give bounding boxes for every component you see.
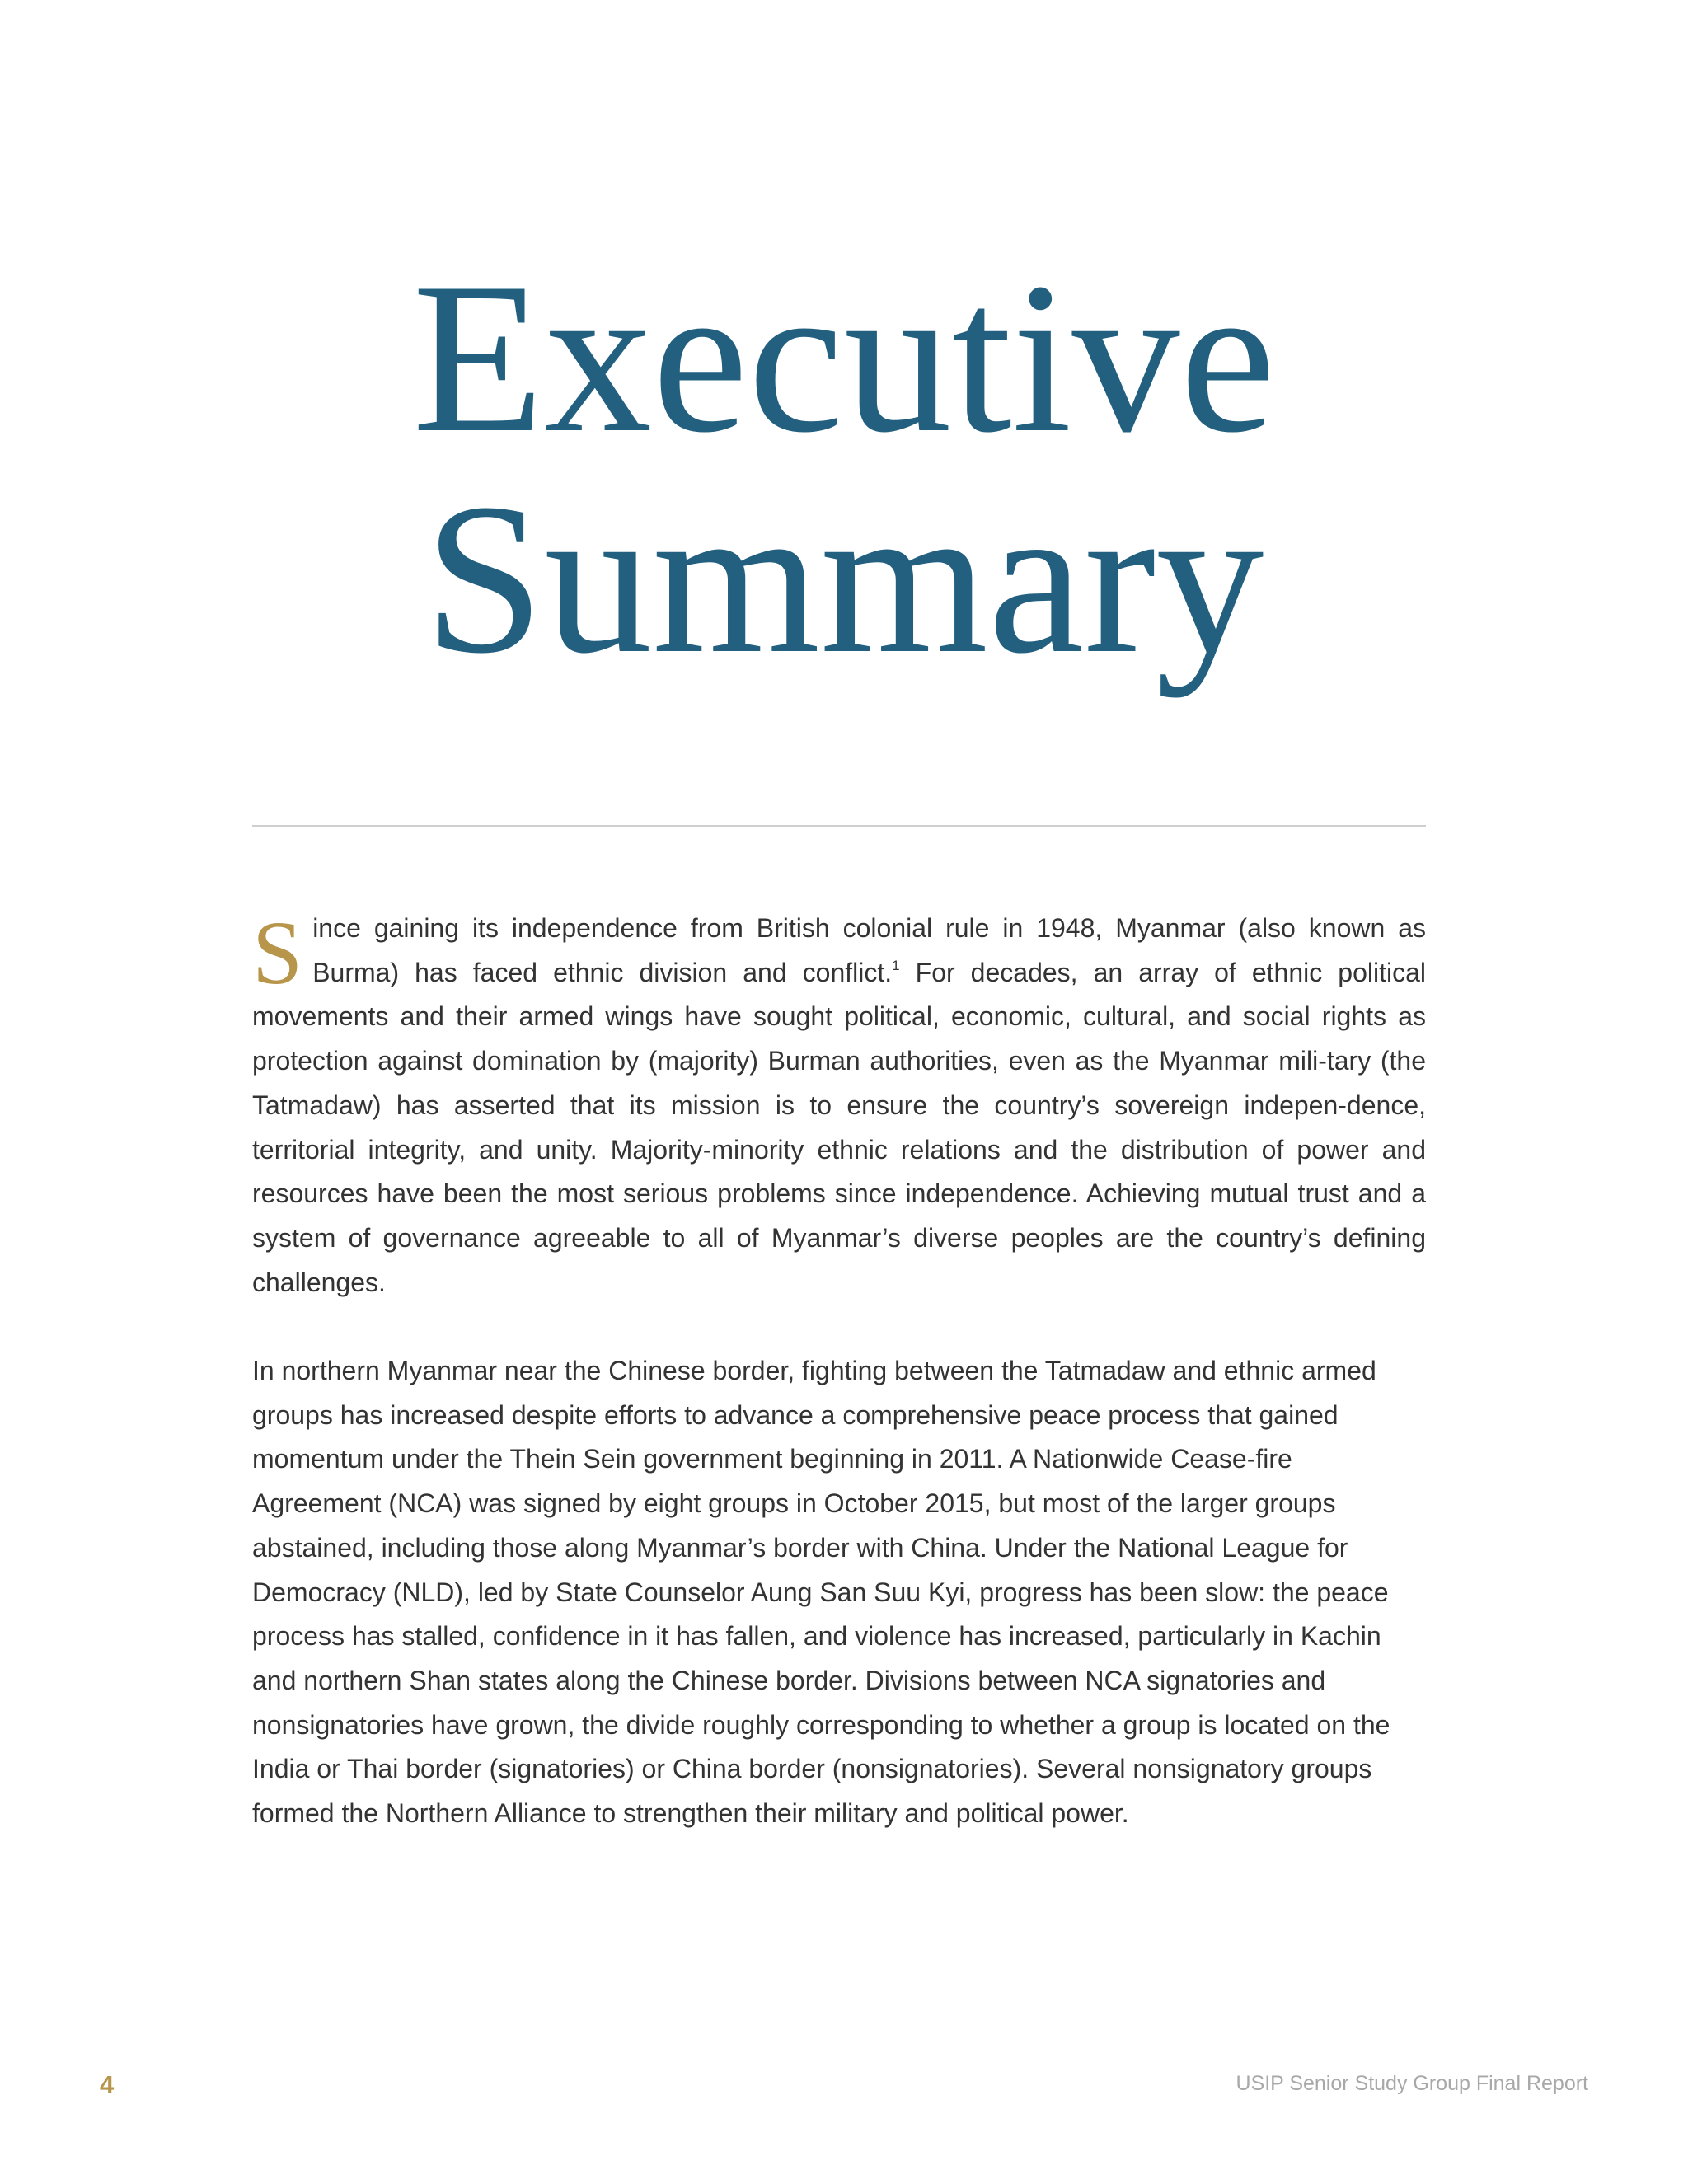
title-line-1: Executive	[412, 238, 1276, 477]
paragraph-1	[252, 902, 1426, 1305]
paragraph-1-text-rest: For decades, an array of ethnic political movements and their armed wings have sought political, economic, cultural, and social rights as protection against domination by (majority) Burman authorities, even as the Myanmar mili-tary (the Tatmadaw) has asserted that its mission is to ensure the country’s sovereign indepen-dence, territorial integrity, and unity. Majority-minority ethnic relations and the distribution of power and resources have been the most serious problems since independence. Achieving mutual trust and a system of governance agreeable to all of Myanmar’s diverse peoples are the country’s defining challenges.	[252, 957, 1426, 1297]
footer-report-title: USIP Senior Study Group Final Report	[1236, 2072, 1588, 2095]
footnote-marker[interactable]: 1	[892, 957, 900, 973]
paragraph-1-text-start: ince gaining its independence from British colonial rule in 1948, Myanmar (also known as Burma) has faced ethnic division and conflict.	[312, 913, 1426, 987]
drop-cap: S	[252, 902, 303, 1003]
title-line-2: Summary	[424, 459, 1264, 698]
section-divider	[252, 825, 1426, 827]
body-text	[252, 902, 1426, 1836]
page-title	[0, 238, 1688, 698]
page-number: 4	[100, 2070, 115, 2099]
paragraph-2: In northern Myanmar near the Chinese border, fighting between the Tatmadaw and ethnic armed groups has increased despite efforts to advance a comprehensive peace process that gained momentum under the Thein Sein government beginning in 2011. A Nationwide Cease-fire Agreement (NCA) was signed by eight groups in October 2015, but most of the larger groups abstained, including those along Myanmar’s border with China. Under the National League for Democracy (NLD), led by State Counselor Aung San Suu Kyi, progress has been slow: the peace process has stalled, confidence in it has fallen, and violence has increased, particularly in Kachin and northern Shan states along the Chinese border. Divisions between NCA signatories and nonsignatories have grown, the divide roughly corresponding to whether a group is located on the India or Thai border (signatories) or China border (nonsignatories). Several nonsignatory groups formed the Northern Alliance to strengthen their military and political power.	[252, 1356, 1390, 1829]
